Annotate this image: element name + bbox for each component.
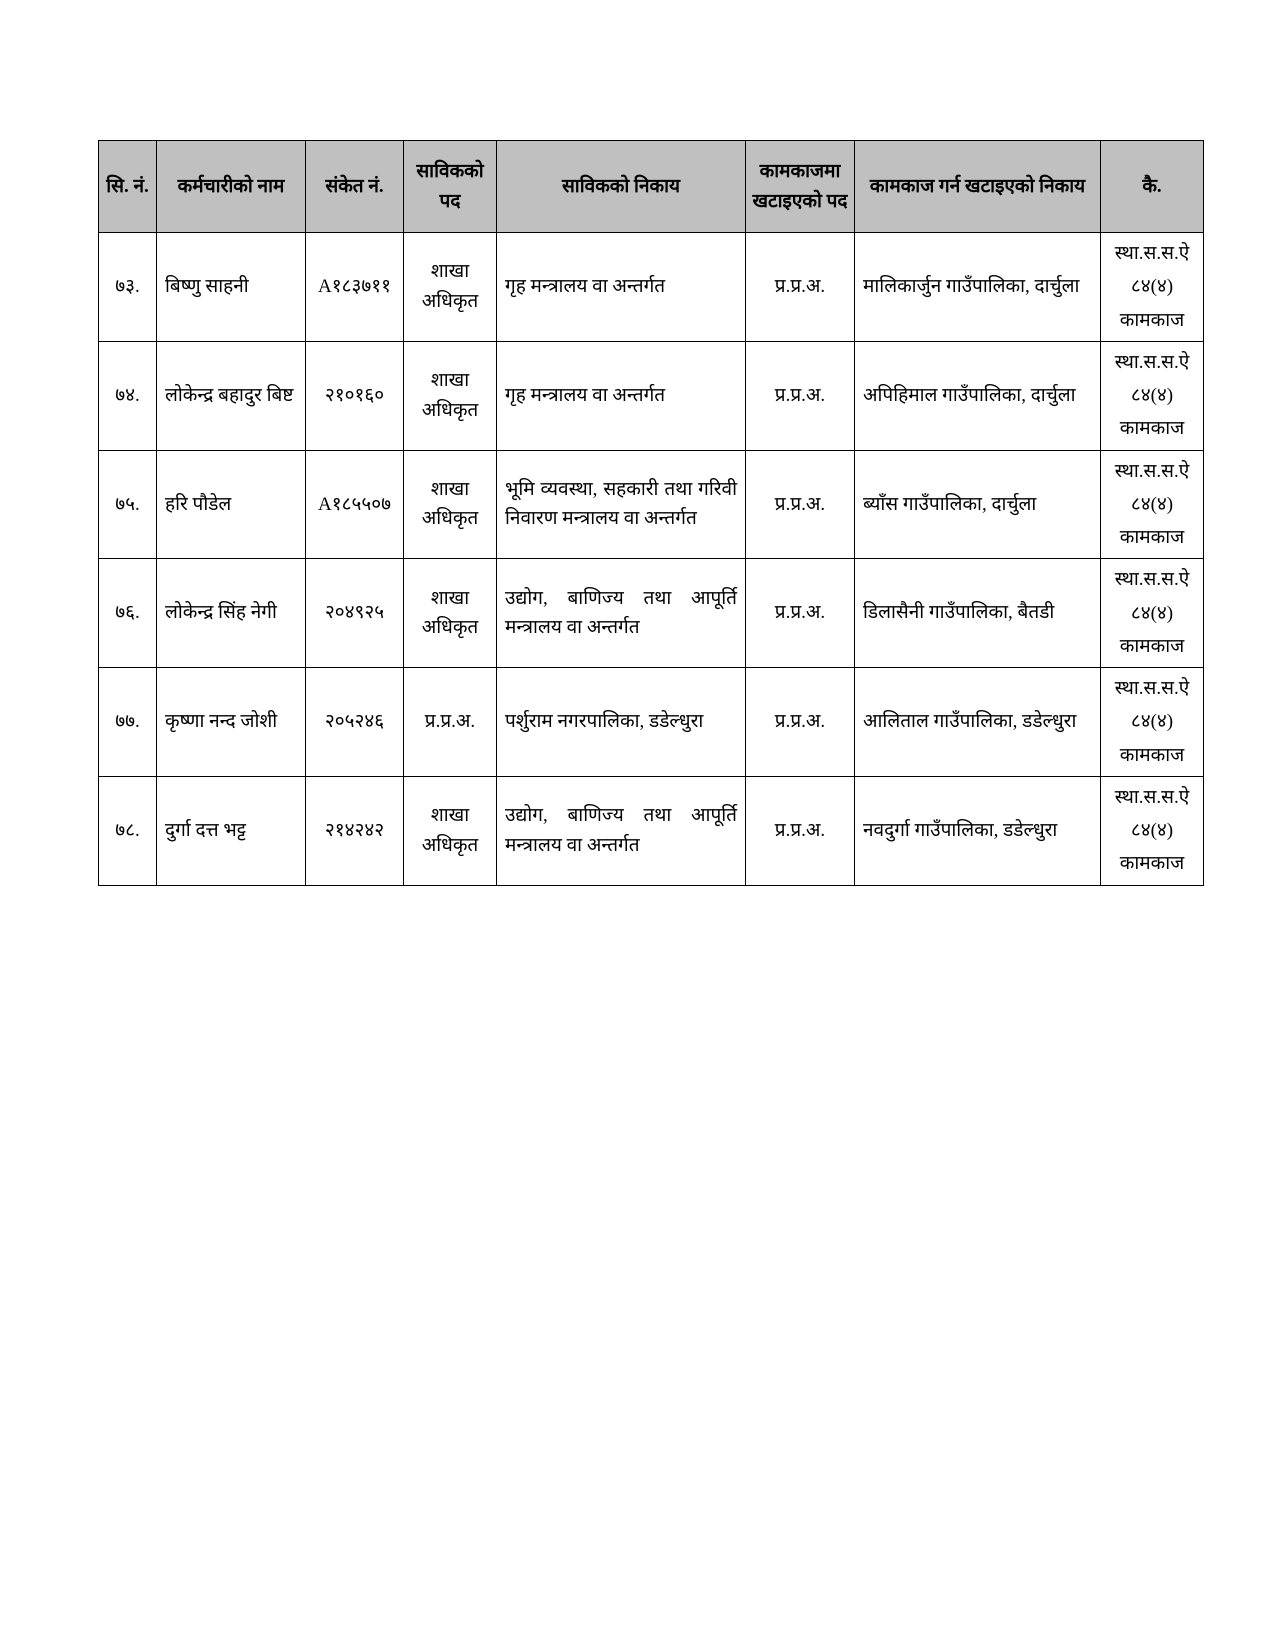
- cell-code-number: A१८३७११: [306, 233, 404, 342]
- table-row: [99, 776, 1204, 885]
- cell-assigned-post: प्र.प्र.अ.: [746, 341, 855, 450]
- cell-code-number: A१८५५०७: [306, 450, 404, 559]
- cell-assigned-body: अपिहिमाल गाउँपालिका, दार्चुला: [855, 341, 1101, 450]
- cell-remarks: स्था.स.स.ऐ ८४(४) कामकाज: [1101, 559, 1204, 668]
- cell-assigned-post: प्र.प्र.अ.: [746, 233, 855, 342]
- cell-code-number: २१०१६०: [306, 341, 404, 450]
- cell-serial-number: ७४.: [99, 341, 157, 450]
- cell-employee-name: कृष्णा नन्द जोशी: [157, 668, 306, 777]
- col-header-former-post: साविकको पद: [404, 141, 497, 233]
- cell-code-number: २०५२४६: [306, 668, 404, 777]
- cell-assigned-body: आलिताल गाउँपालिका, डडेल्धुरा: [855, 668, 1101, 777]
- col-header-assigned-post: कामकाजमा खटाइएको पद: [746, 141, 855, 233]
- col-header-former-body: साविकको निकाय: [497, 141, 746, 233]
- cell-former-post: प्र.प्र.अ.: [404, 668, 497, 777]
- cell-remarks: स्था.स.स.ऐ ८४(४) कामकाज: [1101, 776, 1204, 885]
- cell-former-body: भूमि व्यवस्था, सहकारी तथा गरिवी निवारण मन्त्रालय वा अन्तर्गत: [497, 450, 746, 559]
- cell-former-post: शाखा अधिकृत: [404, 450, 497, 559]
- cell-assigned-body: ब्याँस गाउँपालिका, दार्चुला: [855, 450, 1101, 559]
- cell-former-body: उद्योग, बाणिज्य तथा आपूर्ति मन्त्रालय वा अन्तर्गत: [497, 776, 746, 885]
- cell-remarks: स्था.स.स.ऐ ८४(४) कामकाज: [1101, 668, 1204, 777]
- table-row: [99, 668, 1204, 777]
- cell-assigned-post: प्र.प्र.अ.: [746, 668, 855, 777]
- table-header-row: [99, 141, 1204, 233]
- table-row: [99, 559, 1204, 668]
- cell-employee-name: लोकेन्द्र बहादुर बिष्ट: [157, 341, 306, 450]
- col-header-employee-name: कर्मचारीको नाम: [157, 141, 306, 233]
- cell-assigned-post: प्र.प्र.अ.: [746, 559, 855, 668]
- cell-code-number: २१४२४२: [306, 776, 404, 885]
- col-header-remarks: कै.: [1101, 141, 1204, 233]
- cell-former-body: गृह मन्त्रालय वा अन्तर्गत: [497, 341, 746, 450]
- cell-assigned-post: प्र.प्र.अ.: [746, 776, 855, 885]
- cell-employee-name: लोकेन्द्र सिंह नेगी: [157, 559, 306, 668]
- cell-serial-number: ७३.: [99, 233, 157, 342]
- cell-remarks: स्था.स.स.ऐ ८४(४) कामकाज: [1101, 341, 1204, 450]
- cell-assigned-body: डिलासैनी गाउँपालिका, बैतडी: [855, 559, 1101, 668]
- cell-serial-number: ७७.: [99, 668, 157, 777]
- cell-remarks: स्था.स.स.ऐ ८४(४) कामकाज: [1101, 450, 1204, 559]
- cell-remarks: स्था.स.स.ऐ ८४(४) कामकाज: [1101, 233, 1204, 342]
- cell-former-post: शाखा अधिकृत: [404, 559, 497, 668]
- table-row: [99, 233, 1204, 342]
- cell-former-body: गृह मन्त्रालय वा अन्तर्गत: [497, 233, 746, 342]
- cell-serial-number: ७५.: [99, 450, 157, 559]
- cell-employee-name: दुर्गा दत्त भट्ट: [157, 776, 306, 885]
- cell-assigned-body: मालिकार्जुन गाउँपालिका, दार्चुला: [855, 233, 1101, 342]
- col-header-serial-number: सि. नं.: [99, 141, 157, 233]
- cell-employee-name: बिष्णु साहनी: [157, 233, 306, 342]
- cell-serial-number: ७८.: [99, 776, 157, 885]
- staff-assignment-table: [98, 140, 1204, 886]
- col-header-code-number: संकेत नं.: [306, 141, 404, 233]
- cell-former-body: उद्योग, बाणिज्य तथा आपूर्ति मन्त्रालय वा अन्तर्गत: [497, 559, 746, 668]
- cell-former-post: शाखा अधिकृत: [404, 341, 497, 450]
- cell-former-post: शाखा अधिकृत: [404, 776, 497, 885]
- col-header-assigned-body: कामकाज गर्न खटाइएको निकाय: [855, 141, 1101, 233]
- cell-employee-name: हरि पौडेल: [157, 450, 306, 559]
- cell-assigned-body: नवदुर्गा गाउँपालिका, डडेल्धुरा: [855, 776, 1101, 885]
- cell-former-post: शाखा अधिकृत: [404, 233, 497, 342]
- cell-serial-number: ७६.: [99, 559, 157, 668]
- cell-assigned-post: प्र.प्र.अ.: [746, 450, 855, 559]
- table-row: [99, 341, 1204, 450]
- cell-code-number: २०४९२५: [306, 559, 404, 668]
- table-row: [99, 450, 1204, 559]
- cell-former-body: पर्शुराम नगरपालिका, डडेल्धुरा: [497, 668, 746, 777]
